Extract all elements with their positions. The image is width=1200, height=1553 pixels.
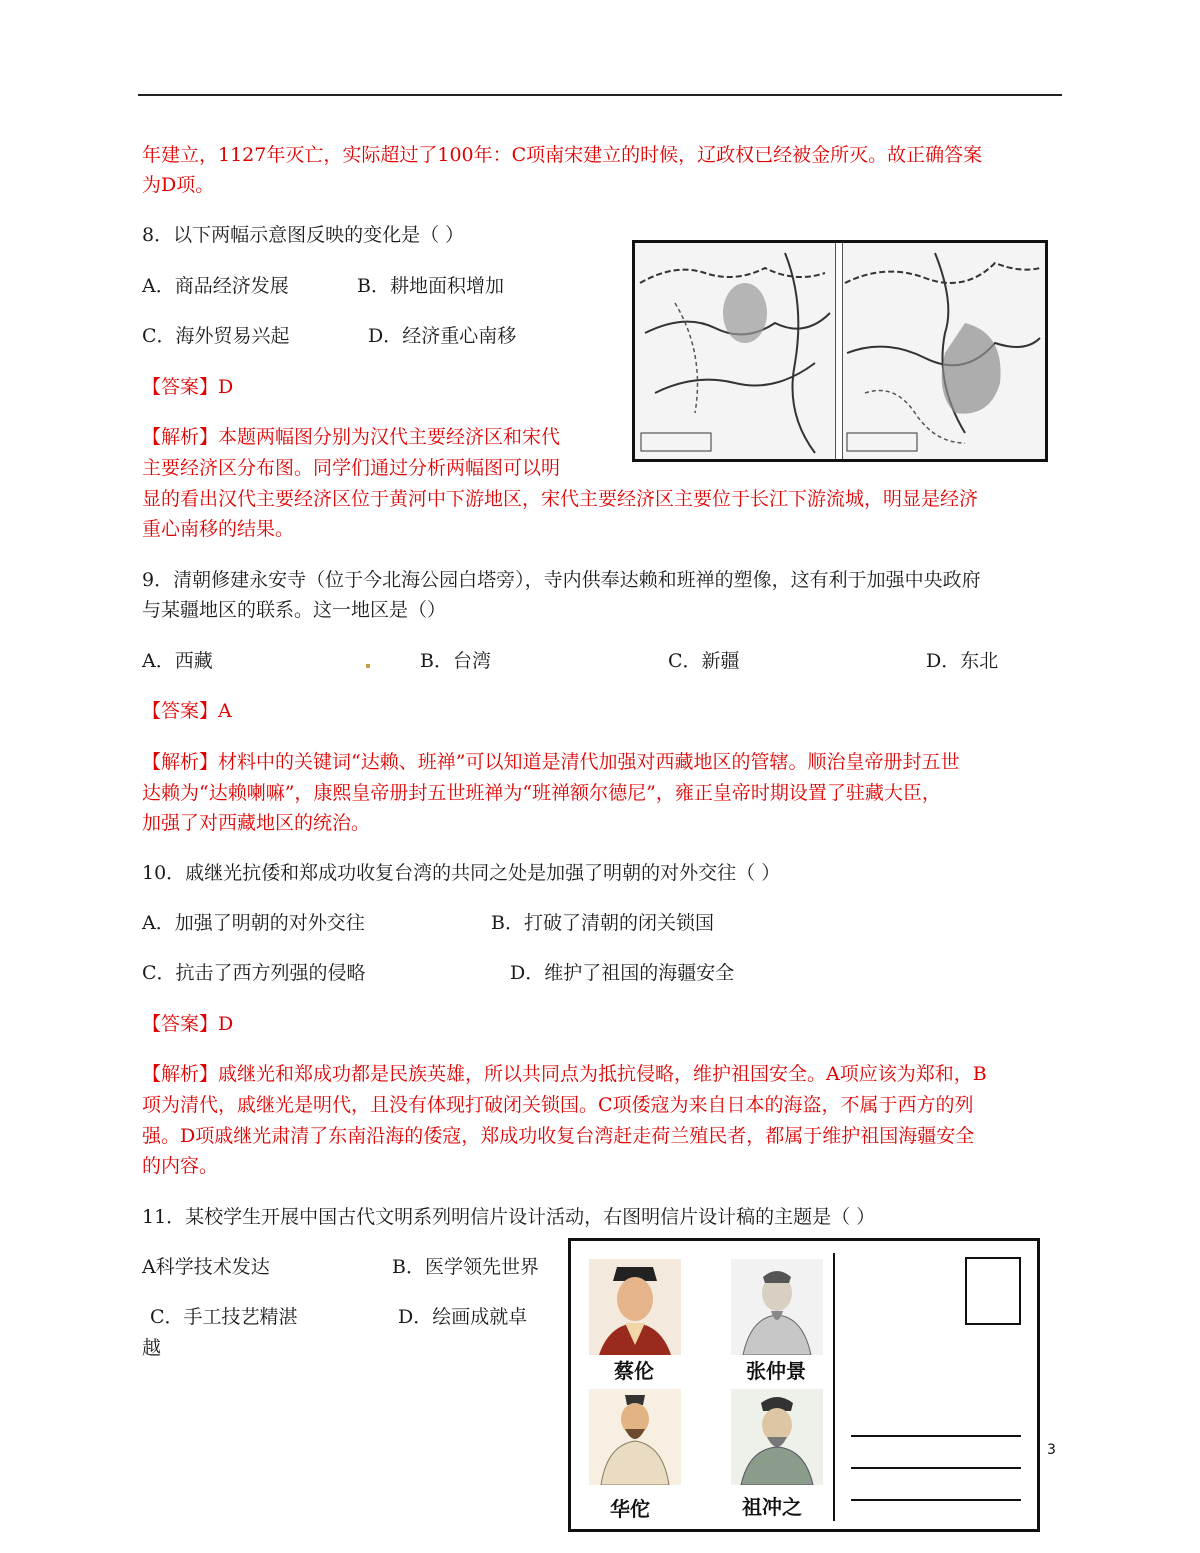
q10-analysis-line-4: 的内容。 <box>142 1155 219 1177</box>
q11-option-c: C．手工技艺精湛 <box>150 1306 298 1328</box>
q10-option-d: D．维护了祖国的海疆安全 <box>510 962 735 984</box>
zu-chongzhi-portrait-icon <box>731 1389 823 1485</box>
q7-analysis-line-1: 年建立，1127年灭亡，实际超过了100年：C项南宋建立的时候，辽政权已经被金所灭。故正确答案 <box>142 144 983 166</box>
q9-answer <box>142 698 232 724</box>
economic-region-maps <box>632 240 1048 462</box>
q9-stem-line-2: 与某疆地区的联系。这一地区是（） <box>142 599 447 621</box>
analysis-text: 戚继光和郑成功都是民族英雄，所以共同点为抵抗侵略，维护祖国安全。A项应该为郑和，B <box>218 1063 987 1085</box>
q8-analysis-line-2: 主要经济区分布图。同学们通过分析两幅图可以明 <box>142 457 561 479</box>
q8-stem: 8．以下两幅示意图反映的变化是（ ） <box>142 224 465 246</box>
answer-value: D <box>218 376 234 398</box>
q9-option-d: D．东北 <box>926 650 999 672</box>
q11-option-d-wrap: 越 <box>142 1337 162 1359</box>
q10-analysis-line-1 <box>142 1061 987 1087</box>
q8-option-a: A．商品经济发展 <box>142 275 289 297</box>
analysis-label: 【解析】 <box>142 1063 219 1085</box>
analysis-text: 材料中的关键词“达赖、班禅”可以知道是清代加强对西藏地区的管辖。顺治皇帝册封五世 <box>218 751 960 773</box>
q8-analysis-line-1 <box>142 424 560 450</box>
zhang-zhongjing-portrait-icon <box>731 1259 823 1355</box>
stamp-box <box>965 1257 1021 1325</box>
postcard-divider <box>833 1253 835 1521</box>
q10-option-b: B．打破了清朝的闭关锁国 <box>491 912 714 934</box>
address-line-1 <box>851 1435 1021 1437</box>
stray-dot <box>366 664 370 668</box>
q10-analysis-line-3: 强。D项戚继光肃清了东南沿海的倭寇，郑成功收复台湾赶走荷兰殖民者，都属于维护祖国海疆安全 <box>142 1125 975 1147</box>
q10-option-a: A．加强了明朝的对外交往 <box>142 912 365 934</box>
answer-label: 【答案】 <box>142 376 219 398</box>
q9-analysis-line-3: 加强了对西藏地区的统治。 <box>142 812 371 834</box>
q9-analysis-line-1 <box>142 749 959 775</box>
cai-lun-portrait-icon <box>589 1259 681 1355</box>
q10-answer <box>142 1011 233 1037</box>
q9-option-c: C．新疆 <box>668 650 740 672</box>
q10-option-c: C．抗击了西方列强的侵略 <box>142 962 366 984</box>
q11-option-b: B．医学领先世界 <box>392 1256 539 1278</box>
postcard-name-cai-lun: 蔡伦 <box>614 1359 654 1383</box>
q9-option-b: B．台湾 <box>420 650 491 672</box>
q8-answer <box>142 374 233 400</box>
postcard-design <box>568 1238 1040 1532</box>
answer-value: A <box>218 700 232 722</box>
postcard-name-zu-chongzhi: 祖冲之 <box>742 1495 802 1519</box>
q8-option-c: C．海外贸易兴起 <box>142 325 290 347</box>
postcard-name-hua-tuo: 华佗 <box>610 1497 650 1521</box>
header-rule <box>138 94 1062 96</box>
page-number: 3 <box>1047 1442 1056 1458</box>
answer-label: 【答案】 <box>142 1013 219 1035</box>
q10-analysis-line-2: 项为清代，戚继光是明代，且没有体现打破闭关锁国。C项倭寇为来自日本的海盗，不属于西方的列 <box>142 1094 974 1116</box>
q7-analysis-line-2: 为D项。 <box>142 174 215 196</box>
answer-label: 【答案】 <box>142 700 219 722</box>
q11-option-d: D．绘画成就卓 <box>398 1306 528 1328</box>
analysis-label: 【解析】 <box>142 751 219 773</box>
q8-analysis-line-3: 显的看出汉代主要经济区位于黄河中下游地区，宋代主要经济区主要位于长江下游流城，明显是经济 <box>142 488 979 510</box>
hua-tuo-portrait-icon <box>589 1389 681 1485</box>
address-line-3 <box>851 1499 1021 1501</box>
q9-stem-line-1: 9．清朝修建永安寺（位于今北海公园白塔旁），寺内供奉达赖和班禅的塑像，这有利于加强中央政府 <box>142 569 981 591</box>
address-line-2 <box>851 1467 1021 1469</box>
postcard-name-zhang-zhongjing: 张仲景 <box>746 1359 806 1383</box>
q9-analysis-line-2: 达赖为“达赖喇嘛”，康熙皇帝册封五世班禅为“班禅额尔德尼”，雍正皇帝时期设置了驻藏大臣， <box>142 782 941 804</box>
map-divider <box>835 243 843 459</box>
q11-stem: 11．某校学生开展中国古代文明系列明信片设计活动，右图明信片设计稿的主题是（ ） <box>142 1206 876 1228</box>
q11-option-a: A科学技术发达 <box>142 1256 270 1278</box>
q8-analysis-line-4: 重心南移的结果。 <box>142 518 295 540</box>
q10-stem: 10．戚继光抗倭和郑成功收复台湾的共同之处是加强了明朝的对外交往（ ） <box>142 862 781 884</box>
analysis-label: 【解析】 <box>142 426 219 448</box>
q8-option-b: B．耕地面积增加 <box>357 275 504 297</box>
answer-value: D <box>218 1013 234 1035</box>
q9-option-a: A．西藏 <box>142 650 213 672</box>
q8-option-d: D．经济重心南移 <box>368 325 517 347</box>
analysis-text: 本题两幅图分别为汉代主要经济区和宋代 <box>218 426 561 448</box>
